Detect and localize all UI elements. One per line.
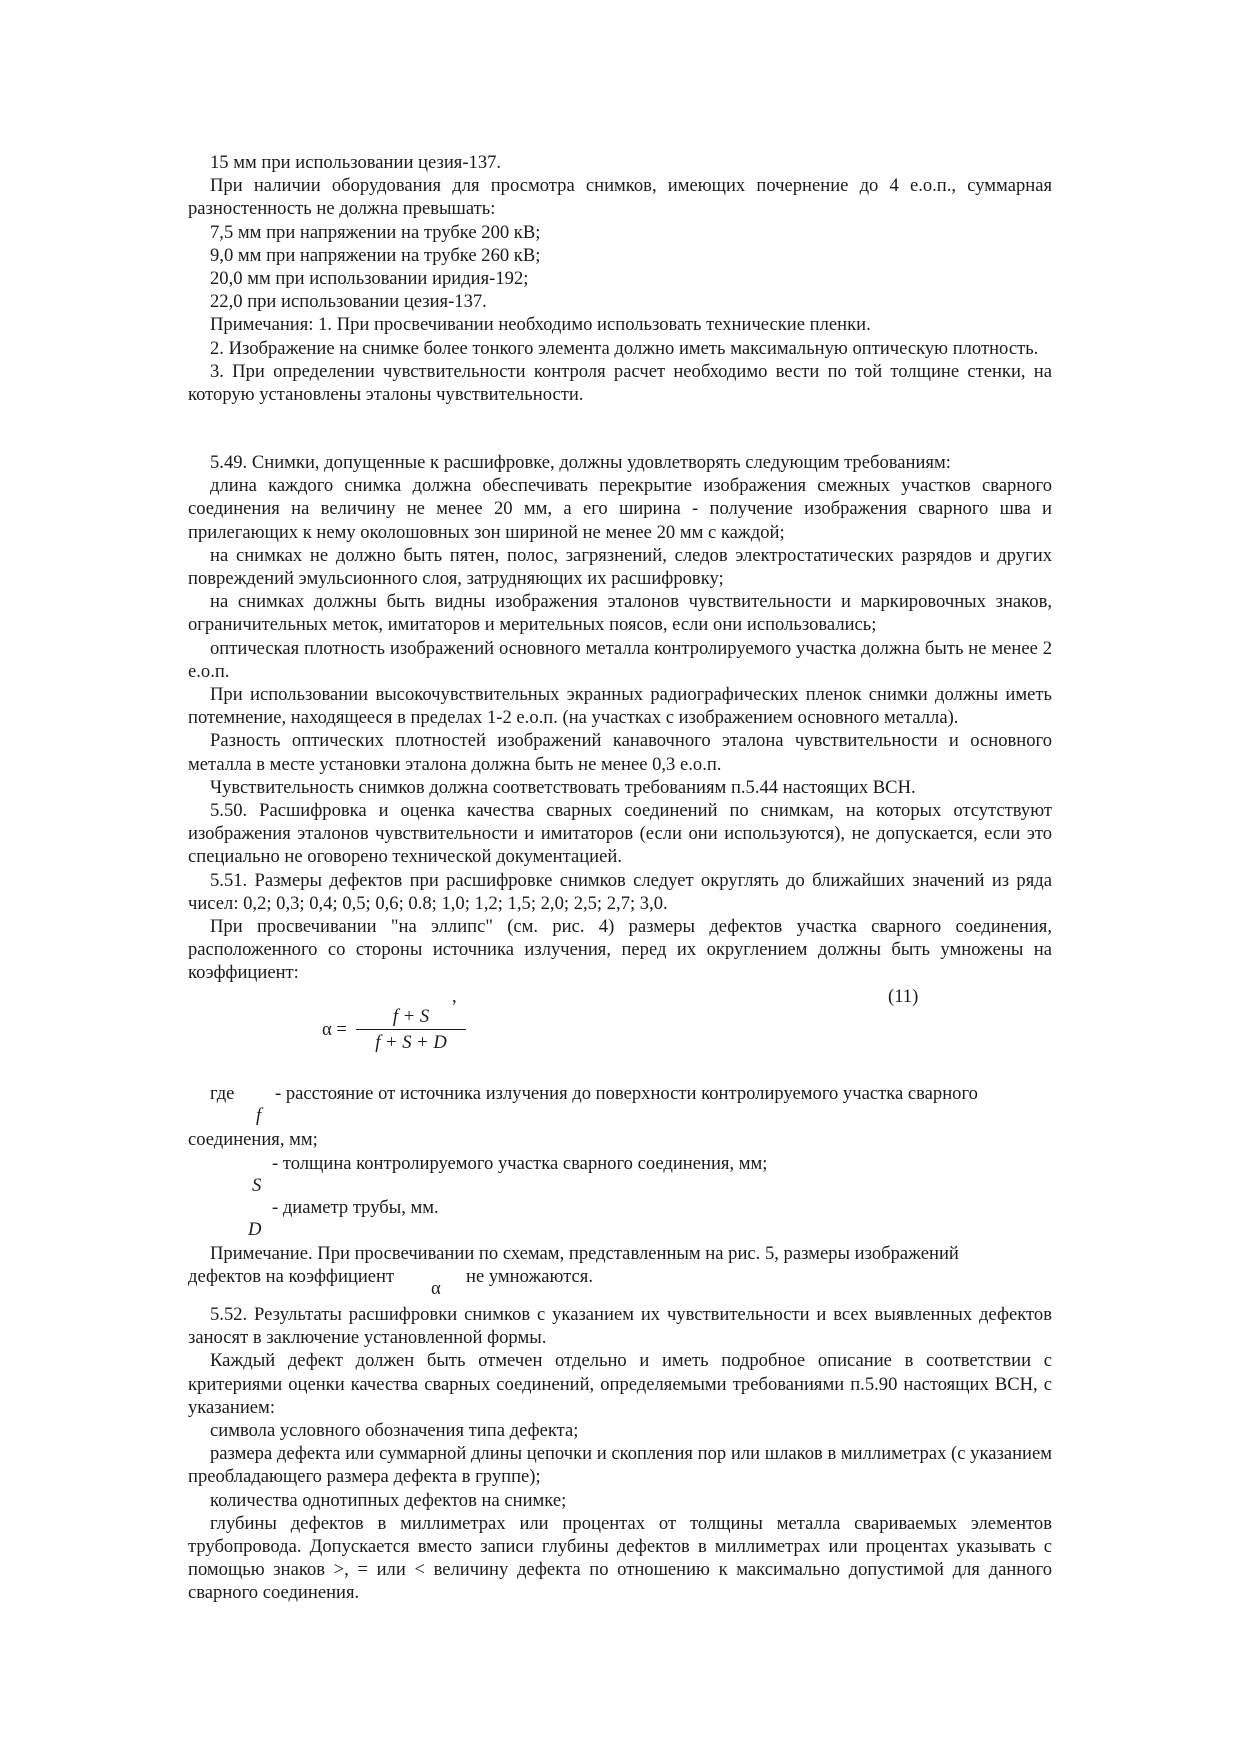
section-5-52-p5: количества однотипных дефектов на снимке; (210, 1489, 567, 1511)
block-5-52 (188, 1303, 1052, 1605)
text-paragraph: При наличии оборудования для просмотра снимков, имеющих почернение до 4 е.о.п., суммарная разностенность не должна превышать: (188, 175, 1052, 220)
def-d (188, 1196, 1052, 1240)
note-2: 2. Изображение на снимке более тонкого элемента должно иметь максимальную оптическую плотность. (210, 337, 1039, 359)
section-5-49-p1: длина каждого снимка должна обеспечивать перекрытие изображения смежных участков сварного соединения на величину не менее 20 мм, а его ширина - получение изображения сварного шва и прилегающих к нему околошовных зон шириной не менее 20 мм с каждой; (188, 475, 1052, 543)
section-5-49-p7: Чувствительность снимков должна соответствовать требованиям п.5.44 настоящих ВСН. (210, 776, 916, 798)
formula-numerator: f + S (392, 1005, 430, 1027)
formula-11 (188, 985, 1052, 1065)
section-5-51-p2: При просвечивании "на эллипс" (см. рис. 4) размеры дефектов участка сварного соединения, расположенного со стороны источника излучения, перед их округлением должны быть умножены на коэффициент: (188, 916, 1052, 984)
section-5-52-p6: глубины дефектов в миллиметрах или процентах от толщины металла свариваемых элементов трубопровода. Допускается вместо записи глубины дефектов в миллиметрах или процентах указывать с помощью знаков >, = или < величину дефекта по отношению к максимально допустимой для данного сварного соединения. (188, 1512, 1052, 1604)
section-5-52-p2: Каждый дефект должен быть отмечен отдельно и иметь подробное описание в соответствии с критериями оценки качества сварных соединений, определяемыми требованиями п.5.90 настоящих ВСН, с указанием: (188, 1350, 1052, 1418)
where-label: где (210, 1083, 235, 1104)
section-5-49-p2: на снимках не должно быть пятен, полос, загрязнений, следов электростатических разрядов и других повреждений эмульсионного слоя, затрудняющих их расшифровку; (188, 544, 1052, 590)
text-line: 9,0 мм при напряжении на трубке 260 кВ; (210, 244, 541, 266)
formula-lhs: α = (322, 1018, 347, 1040)
text-line: 20,0 мм при использовании иридия-192; (210, 268, 529, 290)
section-5-52-p1: 5.52. Результаты расшифровки снимков с указанием их чувствительности и всех выявленных дефектов заносят в заключение установленной формы. (188, 1304, 1052, 1349)
def-f (188, 1082, 1052, 1126)
text-line: 7,5 мм при напряжении на трубке 200 кВ; (210, 221, 541, 243)
alpha-note (188, 1242, 1052, 1300)
def-d-text: - диаметр трубы, мм. (272, 1197, 439, 1218)
alpha-note-text-a: дефектов на коэффициент (188, 1266, 395, 1288)
section-5-50: 5.50. Расшифровка и оценка качества сварных соединений по снимкам, на которых отсутствуют изображения эталонов чувствительности и имитаторов (если они используются), не допускается, если это специально не оговорено технической документацией. (188, 800, 1052, 868)
alpha-note-line1: Примечание. При просвечивании по схемам, представленным на рис. 5, размеры изображений (210, 1243, 959, 1264)
section-5-49-p5: При использовании высокочувствительных экранных радиографических пленок снимки должны иметь потемнение, находящееся в пределах 1-2 е.о.п. (на участках с изображением основного металла). (188, 684, 1052, 729)
def-s (188, 1152, 1052, 1196)
def-s-text: - толщина контролируемого участка сварного соединения, мм; (272, 1153, 768, 1174)
def-f-continuation: соединения, мм; (188, 1129, 318, 1150)
def-f-text: - расстояние от источника излучения до поверхности контролируемого участка сварного (275, 1083, 978, 1104)
block-top (188, 151, 1052, 406)
note-3: 3. При определении чувствительности контроля расчет необходимо вести по той толщине стенки, на которую установлены эталоны чувствительности. (188, 360, 1052, 406)
block-sections (188, 451, 1052, 1065)
section-5-52-p4: размера дефекта или суммарной длины цепочки и скопления пор или шлаков в миллиметрах (с указанием преобладающего размера дефекта в группе); (188, 1443, 1052, 1488)
section-5-49-title: 5.49. Снимки, допущенные к расшифровке, должны удовлетворять следующим требованиям: (210, 452, 951, 473)
section-5-49-p3: на снимках должны быть видны изображения эталонов чувствительности и маркировочных знаков, ограничительных меток, имитаторов и мерительных поясов, если они использовались; (188, 591, 1052, 636)
formula-comma: , (452, 985, 457, 1007)
symbol-d: D (248, 1219, 262, 1240)
symbol-f: f (256, 1105, 262, 1126)
formula-number: (11) (888, 985, 919, 1007)
section-5-52-p3: символа условного обозначения типа дефекта; (210, 1420, 579, 1442)
note-1: Примечания: 1. При просвечивании необходимо использовать технические пленки. (210, 314, 871, 336)
section-5-49-p6: Разность оптических плотностей изображений канавочного эталона чувствительности и основного металла в месте установки эталона должна быть не менее 0,3 е.о.п. (188, 730, 1052, 775)
def-f-cont (188, 1128, 1052, 1151)
text-line: 22,0 при использовании цезия-137. (210, 291, 487, 313)
alpha-symbol: α (431, 1278, 441, 1300)
formula-denominator: f + S + D (356, 1029, 466, 1056)
alpha-note-line2 (188, 1265, 1052, 1299)
section-5-51-p1: 5.51. Размеры дефектов при расшифровке снимков следует округлять до ближайших значений из ряда чисел: 0,2; 0,3; 0,4; 0,5; 0,6; 0.8; 1,0; 1,2; 1,5; 2,0; 2,5; 2,7; 3,0. (188, 869, 1052, 914)
symbol-s: S (252, 1175, 262, 1196)
alpha-note-text-b: не умножаются. (466, 1266, 594, 1288)
section-5-49-p4: оптическая плотность изображений основного металла контролируемого участка должна быть не менее 2 е.о.п. (188, 637, 1052, 682)
text-line: 15 мм при использовании цезия-137. (210, 152, 502, 173)
formula-fraction (356, 1005, 466, 1056)
